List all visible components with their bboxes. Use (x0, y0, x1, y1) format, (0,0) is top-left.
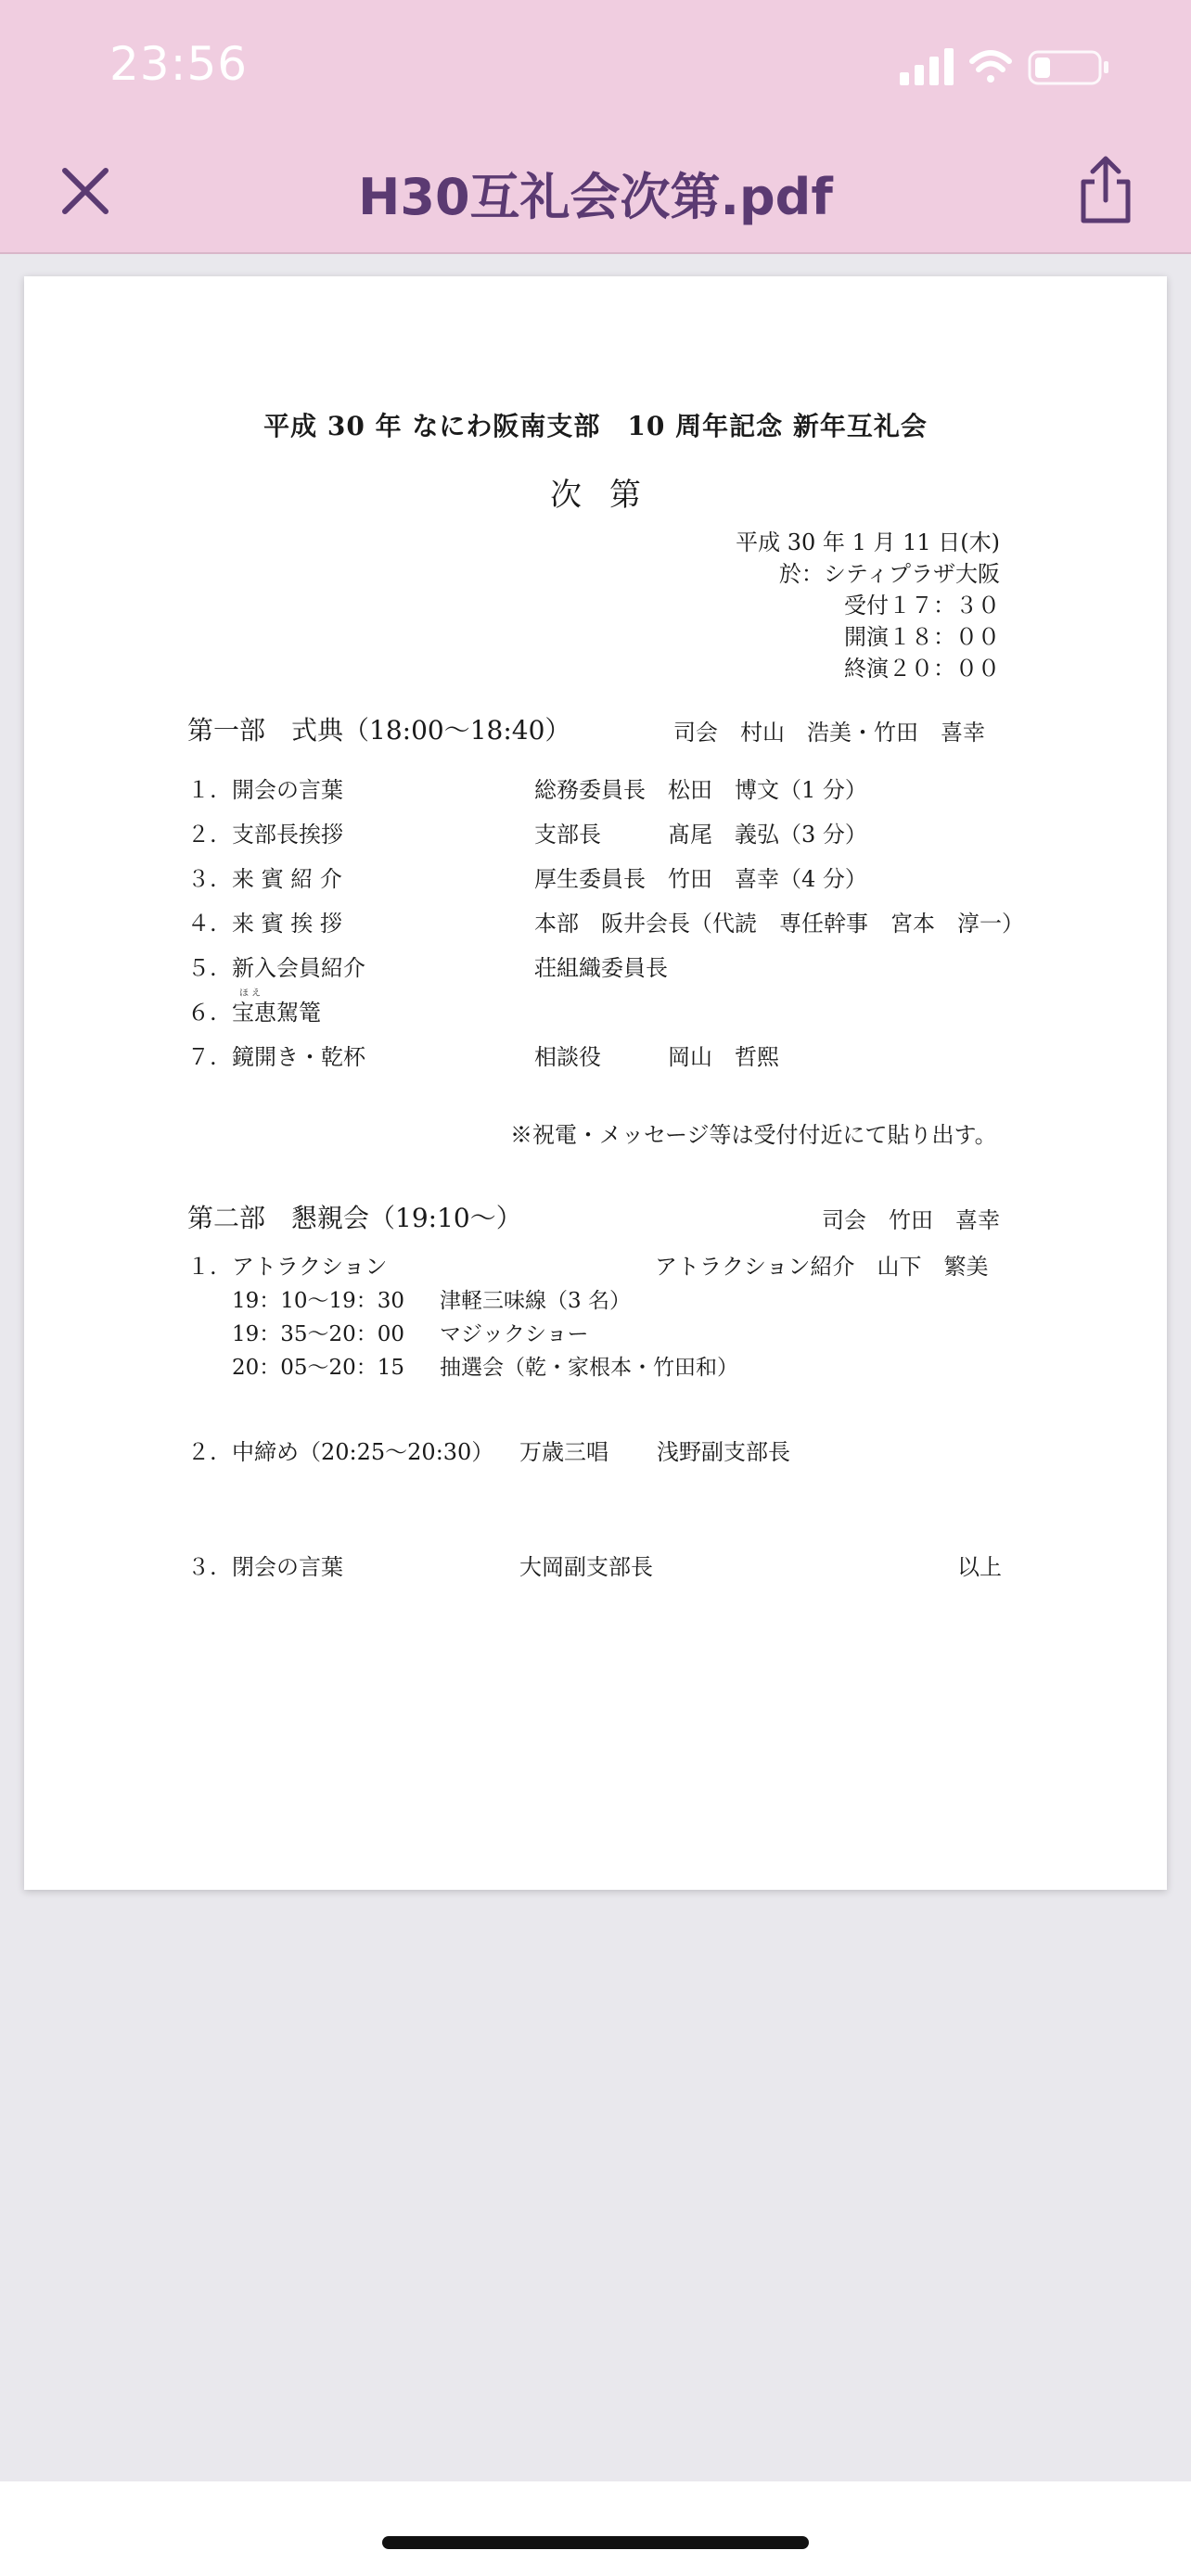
schedule-time: 20：05〜20：15 (232, 1356, 405, 1380)
status-icons (900, 46, 1113, 87)
schedule-act: 抽選会（乾・家根本・竹田和） (440, 1356, 738, 1380)
telegram-note: ※祝電・メッセージ等は受付付近にて貼り出す。 (510, 1122, 997, 1148)
status-time: 23:56 (109, 37, 249, 91)
status-bar (0, 0, 1191, 130)
schedule-time: 19：35〜20：00 (232, 1322, 405, 1346)
closing-act: 万歳三唱 (519, 1439, 608, 1465)
attraction-intro: アトラクション紹介 山下 繁美 (655, 1254, 989, 1280)
cellular-signal-icon (900, 48, 954, 85)
doc-title: 平成 30 年 なにわ阪南支部 10 周年記念 新年互礼会 (263, 411, 928, 441)
schedule-act: 津軽三味線（3 名） (440, 1289, 631, 1313)
close-icon (56, 161, 115, 221)
event-date: 平成 30 年 1 月 11 日(木) (736, 529, 1000, 555)
part2-mc: 司会 竹田 喜幸 (822, 1207, 1000, 1233)
home-indicator[interactable] (382, 2536, 809, 2549)
closing-speaker: 大岡副支部長 (519, 1554, 653, 1580)
event-close: 終演２０：００ (844, 656, 1000, 682)
event-info (736, 527, 1000, 684)
event-open: 開演１８：００ (844, 624, 1000, 650)
document-title: H30互礼会次第.pdf (358, 168, 833, 226)
part2-heading: 第二部 懇親会（19:10〜） (187, 1203, 522, 1233)
schedule-act: マジックショー (440, 1322, 589, 1346)
closing-person: 浅野副支部長 (657, 1439, 790, 1465)
event-venue: 於：シティプラザ大阪 (778, 561, 1000, 587)
end-mark: 以上 (957, 1554, 1002, 1580)
event-reception: 受付１７：３０ (844, 593, 1000, 618)
doc-subtitle: 次第 (550, 477, 669, 514)
close-button[interactable] (56, 161, 115, 221)
ruby-annotation: ほ え (239, 988, 262, 999)
battery-icon (1030, 52, 1108, 83)
part1-heading: 第一部 式典（18:00〜18:40） (187, 715, 571, 746)
bottom-bar (0, 2481, 1191, 2576)
pdf-page: 平成 30 年 なにわ阪南支部 10 周年記念 新年互礼会 次第 平成 30 年 1 月 11 日(木) 於：シティプラザ大阪 受付１７：３０ 開演１８：００ 終演２０：００ 第一部 式典（18:00〜18:40） 司会 村山 浩美・竹田 喜幸 １. 開会の言葉 総務委員長 松田 博文（1 分） ２. 支部長挨拶 支部長 髙尾 義弘（3 分） ３. 来 賓 紹 介 厚生委員長 竹田 喜幸（4 分） ４. 来 賓 挨 拶 本部 阪井会長（代読 専任幹事 宮本 淳一） ５. 新入会員紹介 荘組織委員長 ほ え ６. 宝恵駕篭 ７. 鏡開き・乾杯 相談役 岡山 哲熙 ※祝電・メッセージ等は受付付近にて貼り出す。 第二部 懇親会（19:10〜） 司会 竹田 喜幸 １. アトラクション アトラクション紹介 山下 繁美 19：10〜19：30 津軽三味線（3 名） 19：35〜20：00 マジックショー 20：05〜20：15 抽選会（乾・家根本・竹田和） ２. 中締め（20:25〜20:30） 万歳三唱 浅野副支部長 ３. 閉会の言葉 大岡副支部長 以上 (24, 276, 1167, 1890)
wifi-icon (972, 53, 1009, 83)
schedule-time: 19：10〜19：30 (232, 1289, 405, 1313)
share-button[interactable] (1076, 154, 1135, 228)
share-icon (1076, 154, 1135, 228)
pdf-viewer[interactable] (0, 254, 1191, 2480)
part1-mc: 司会 村山 浩美・竹田 喜幸 (673, 720, 985, 746)
nav-bar (0, 130, 1191, 254)
